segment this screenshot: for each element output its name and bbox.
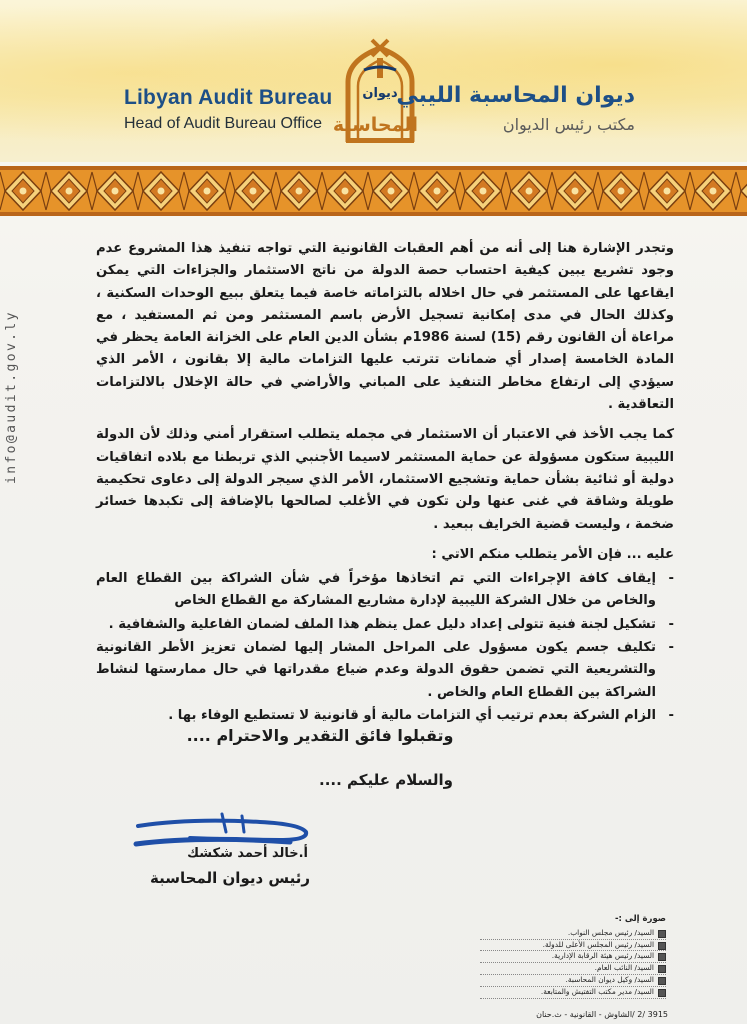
logo-text-bottom: المحاسبة	[332, 114, 418, 136]
cc-list	[480, 914, 666, 999]
cc-item: السيد/ وكيل ديوان المحاسبة.	[480, 975, 666, 987]
cc-item: السيد/ رئيس هيئة الرقابة الإدارية.	[480, 951, 666, 963]
letterhead	[0, 0, 747, 162]
paragraph-2-text: لأن الدولة الليبية ستكون مسؤولة عن حماية المستثمر لاسيما الأجنبي الذي تربطنا مع بلاده اتفاقيات دولية أو ثنائية بشأن حماية وتشجيع الاستثمار، الأمر الذي سيجر الدولة إلى دعاوى تحكيمية طويلة وشاقة في غنى عنها ولن تكون في الأغلب لصالحها بالإضافة إلى تكبدها خسائر ضخمة ، وليست قضية الخرايف ببعيد .	[96, 427, 674, 532]
cc-item: السيد/ رئيس المجلس الأعلى للدولة.	[480, 940, 666, 952]
paragraph-1-lead: وتجدر الإشارة هنا إلى أنه من أهم العقبات القانونية التي تواجه تنفيذ هذا المشروع	[128, 241, 674, 256]
request-item: - إيقاف كافة الإجراءات التي تم اتخاذها مؤخراً في شأن الشراكة بين القطاع العام والخاص من خلال الشركة الليبية لإدارة مشاريع المشاركة مع القطاع الخاص	[96, 568, 656, 613]
cc-item: السيد/ رئيس مجلس النواب.	[480, 928, 666, 940]
request-intro: عليه ... فإن الأمر يتطلب منكم الاتي :	[431, 546, 674, 562]
cc-item: السيد/ النائب العام.	[480, 963, 666, 975]
closing-line: وتقبلوا فائق التقدير والاحترام ....	[186, 726, 454, 745]
request-item: - تشكيل لجنة فنية تتولى إعداد دليل عمل ينظم هذا الملف لضمان الفاعلية والشفافية .	[96, 614, 656, 636]
reference-number: 3915 /2 /الشاوش - القانونية - ث.حنان	[536, 1010, 668, 1019]
salutation: والسلام عليكم ....	[319, 771, 453, 789]
signer-name: أ.خالد أحمد شكشك	[187, 846, 308, 861]
paragraph-1-text: عدم وجود تشريع يبين كيفية احتساب حصة الدولة من ناتج الاستثمار والجزاءات التي يمكن ايقاعها على المستثمر في حال اخلاله بالتزاماته خاصة فيما يتعلق ببيع الوحدات السكنية ، وكذلك الحال في مدى إمكانية تسجيل الأرض باسم المستثمر ومن ثم المستفيد ، مع مراعاة أن القانون رقم (15) لسنة 1986م بشأن الدين العام على الخزانة العامة يحظر في المادة الخامسة إصدار أي ضمانات تترتب عليها التزامات مالية إلا بقانون ، الأمر الذي سيؤدي إلى ارتفاع مخاطر التنفيذ على المباني والأراضي في حالة الإخلال بالالتزامات التعاقدية .	[96, 241, 674, 413]
office-name-en: Head of Audit Bureau Office	[124, 115, 323, 132]
ornamental-band	[0, 166, 747, 216]
paragraph-1	[96, 238, 674, 416]
letter-body	[96, 238, 674, 728]
signer-title: رئيس ديوان المحاسبة	[150, 869, 310, 887]
cc-heading: صورة إلى :-	[614, 914, 666, 924]
office-name-ar: مكتب رئيس الديوان	[502, 115, 635, 134]
org-name-ar: ديوان المحاسبة الليبي	[396, 83, 635, 108]
paragraph-2-lead: كما يجب الأخذ في الاعتبار أن الاستثمار في مجمله يتطلب استقرار أمني وذلك	[165, 427, 675, 443]
org-name-en: Libyan Audit Bureau	[124, 86, 333, 109]
cc-item: السيد/ مدير مكتب التفتيش والمتابعة.	[480, 987, 666, 999]
request-item: - تكليف جسم يكون مسؤول على المراحل المشار إليها لضمان تعزيز الأطر القانونية والتشريعية التي تضمن حقوق الدولة وعدم ضياع مقدراتها في حال ممارستها لنشاط الشراكة بين القطاع العام والخاص .	[96, 637, 656, 704]
request-list	[96, 568, 674, 727]
paragraph-2	[96, 424, 674, 535]
request-item: - الزام الشركة بعدم ترتيب أي التزامات مالية أو قانونية لا تستطيع الوفاء بها .	[96, 705, 656, 727]
logo-text-top: ديوان	[362, 86, 398, 101]
email-contact: info@audit.gov.ly	[4, 310, 19, 484]
